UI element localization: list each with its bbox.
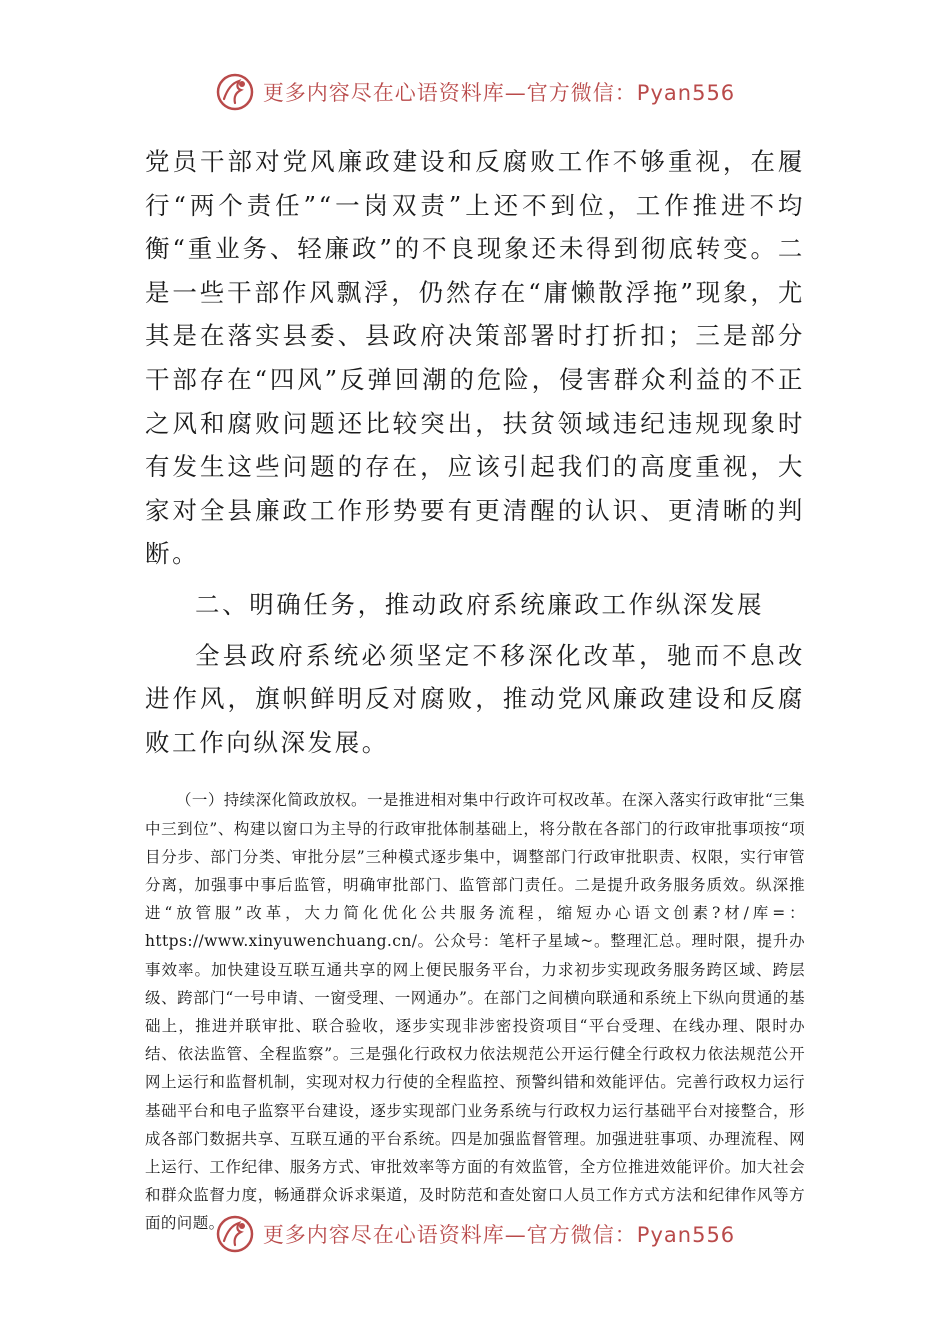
footer-banner-text: 更多内容尽在心语资料库—官方微信：Pyan556: [262, 1223, 736, 1247]
paragraph-intro: 全县政府系统必须坚定不移深化改革，驰而不息改进作风，旗帜鲜明反对腐败，推动党风廉政建设和反腐败工作向纵深发展。: [145, 640, 805, 757]
header-banner: [0, 68, 950, 116]
document-body: [145, 140, 805, 1238]
brand-logo-icon: [215, 72, 255, 112]
brand-logo-icon: [215, 1214, 255, 1254]
footer-banner: [0, 1210, 950, 1258]
paragraph-continued: 党员干部对党风廉政建设和反腐败工作不够重视，在履行“两个责任”“一岗双责”上还不到位，工作推进不均衡“重业务、轻廉政”的不良现象还未得到彻底转变。二是一些干部作风飘浮，仍然存在“庸懒散浮拖”现象，尤其是在落实县委、县政府决策部署时打折扣；三是部分干部存在“四风”反弹回潮的危险，侵害群众利益的不正之风和腐败问题还比较突出，扶贫领域违纪违规现象时有发生这些问题的存在，应该引起我们的高度重视，大家对全县廉政工作形势要有更清醒的认识、更清晰的判断。: [145, 147, 805, 569]
spacer: [145, 764, 805, 786]
section-heading: 二、明确任务，推动政府系统廉政工作纵深发展: [195, 589, 765, 619]
header-banner-text: 更多内容尽在心语资料库—官方微信：Pyan556: [262, 81, 736, 105]
paragraph-detail: （一）持续深化简政放权。一是推进相对集中行政许可权改革。在深入落实行政审批“三集中三到位”、构建以窗口为主导的行政审批体制基础上，将分散在各部门的行政审批事项按“项目分步、部门分类、审批分层”三种模式逐步集中，调整部门行政审批职责、权限，实行审管分离，加强事中事后监管，明确审批部门、监管部门责任。二是提升政务服务质效。纵深推进“放管服”改革，大力简化优化公共服务流程，缩短办心语文创素?材/库=：https://www.xinyuwenchuang.cn/。公众号：笔杆子星域~。整理汇总。理时限，提升办事效率。加快建设互联互通共享的网上便民服务平台，力求初步实现政务服务跨区域、跨层级、跨部门“一号申请、一窗受理、一网通办”。在部门之间横向联通和系统上下纵向贯通的基础上，推进并联审批、联合验收，逐步实现非涉密投资项目“平台受理、在线办理、限时办结、依法监管、全程监察”。三是强化行政权力依法规范公开运行健全行政权力依法规范公开网上运行和监督机制，实现对权力行使的全程监控、预警纠错和效能评估。完善行政权力运行基础平台和电子监察平台建设，逐步实现部门业务系统与行政权力运行基础平台对接整合，形成各部门数据共享、互联互通的平台系统。四是加强监督管理。加强进驻事项、办理流程、网上运行、工作纪律、服务方式、审批效率等方面的有效监管，全方位推进效能评价。加大社会和群众监督力度，畅通群众诉求渠道，及时防范和查处窗口人员工作方式方法和纪律作风等方面的问题。: [145, 791, 805, 1233]
